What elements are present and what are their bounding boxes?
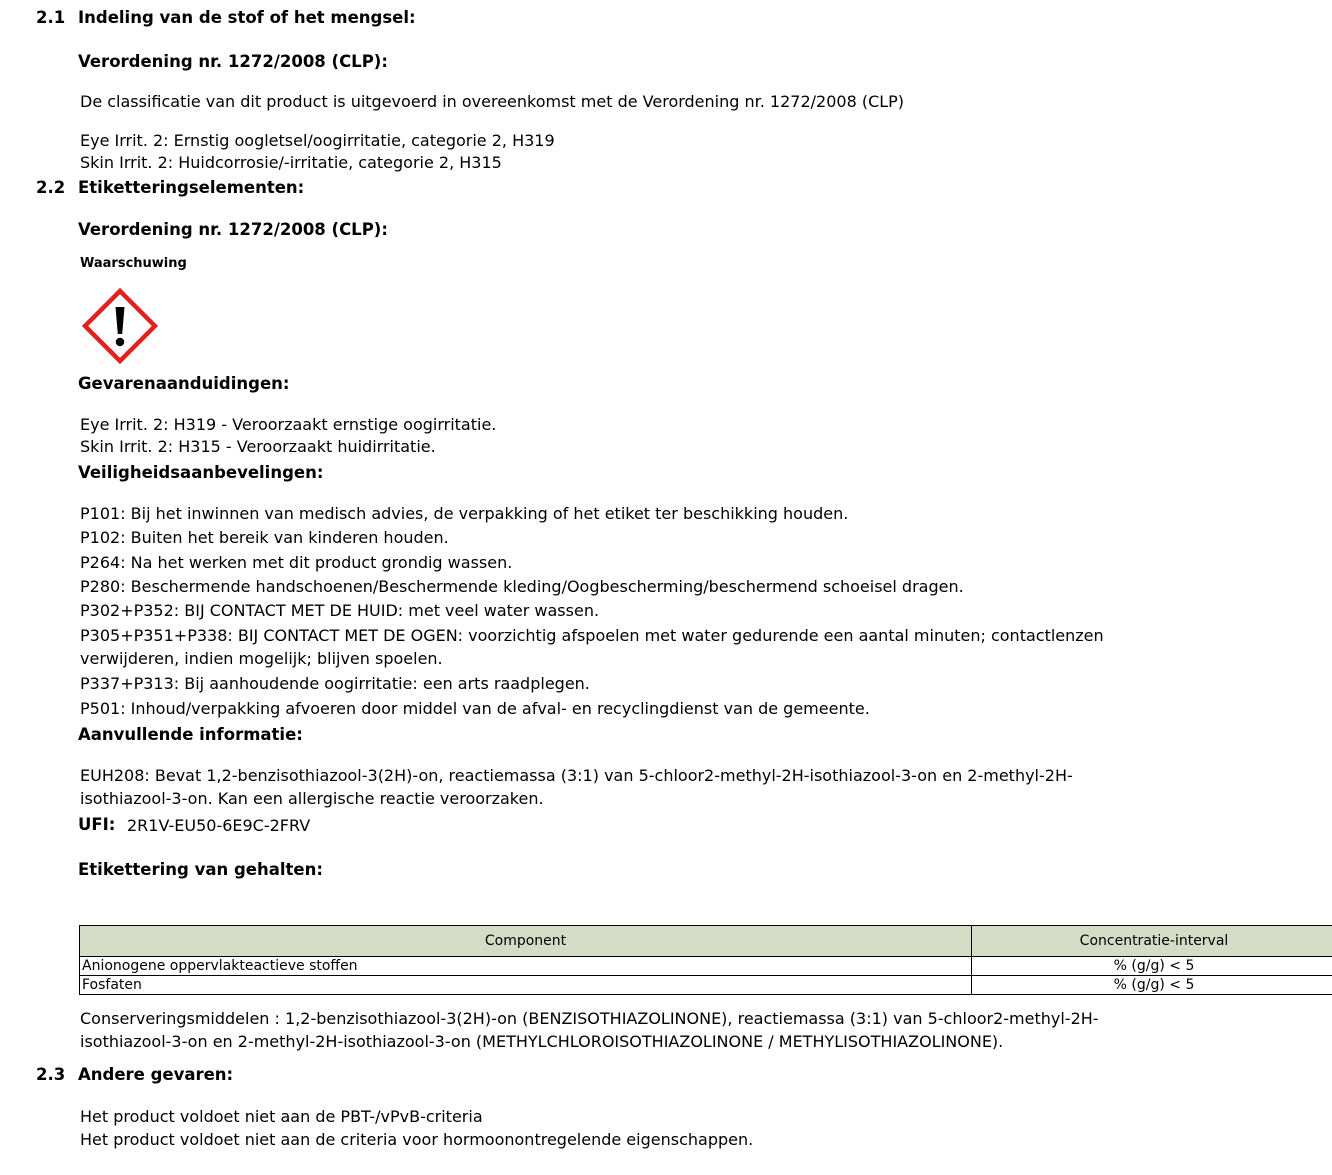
section-number-2-1: 2.1 [36,8,66,27]
other-hazards-line: Het product voldoet niet aan de PBT-/vPvB-criteria [80,1107,483,1126]
precautionary-statements-heading: Veiligheidsaanbevelingen: [78,463,324,482]
classification-line: Eye Irrit. 2: Ernstig oogletsel/oogirritatie, categorie 2, H319 [80,131,555,150]
column-header-concentration: Concentratie-interval [972,926,1332,957]
precautionary-statement: P337+P313: Bij aanhoudende oogirritatie: een arts raadplegen. [80,674,590,693]
precautionary-statement: P280: Beschermende handschoenen/Beschermende kleding/Oogbescherming/beschermend schoeisel dragen. [80,577,964,596]
precautionary-statement: P302+P352: BIJ CONTACT MET DE HUID: met veel water wassen. [80,601,600,620]
cell-component: Fosfaten [80,976,972,995]
table-row [80,976,1332,995]
classification-intro: De classificatie van dit product is uitgevoerd in overeenkomst met de Verordening nr. 1272/2008 (CLP) [80,92,905,111]
hazard-statements-heading: Gevarenaanduidingen: [78,374,290,393]
contents-labelling-heading: Etikettering van gehalten: [78,860,323,879]
precautionary-statement: P102: Buiten het bereik van kinderen houden. [80,528,449,547]
column-header-component: Component [80,926,972,957]
ghs07-exclamation-mark-icon [82,288,158,364]
classification-line: Skin Irrit. 2: Huidcorrosie/-irritatie, categorie 2, H315 [80,153,502,172]
section-number-2-3: 2.3 [36,1065,66,1084]
regulation-heading-2-1: Verordening nr. 1272/2008 (CLP): [78,52,388,71]
supplementary-info-line: isothiazool-3-on. Kan een allergische reactie veroorzaken. [80,789,544,808]
cell-concentration: % (g/g) < 5 [972,957,1332,976]
hazard-statement: Eye Irrit. 2: H319 - Veroorzaakt ernstige oogirritatie. [80,415,497,434]
section-title-2-2: Etiketteringselementen: [78,178,305,197]
precautionary-statement-continued: verwijderen, indien mogelijk; blijven spoelen. [80,649,443,668]
regulation-heading-2-2: Verordening nr. 1272/2008 (CLP): [78,220,388,239]
precautionary-statement: P305+P351+P338: BIJ CONTACT MET DE OGEN: voorzichtig afspoelen met water gedurende een aantal minuten; contactlenzen [80,626,1104,645]
section-title-2-1: Indeling van de stof of het mengsel: [78,8,416,27]
table-header-row [80,926,1332,957]
section-number-2-2: 2.2 [36,178,66,197]
ufi-label: UFI: [78,815,116,834]
supplementary-info-line: EUH208: Bevat 1,2-benzisothiazool-3(2H)-on, reactiemassa (3:1) van 5-chloor2-methyl-2H-isothiazool-3-on en 2-methyl-2H- [80,766,1073,785]
precautionary-statement: P501: Inhoud/verpakking afvoeren door middel van de afval- en recyclingdienst van de gemeente. [80,699,870,718]
hazard-statement: Skin Irrit. 2: H315 - Veroorzaakt huidirritatie. [80,437,436,456]
supplementary-info-heading: Aanvullende informatie: [78,725,303,744]
signal-word: Waarschuwing [80,256,187,271]
other-hazards-line: Het product voldoet niet aan de criteria voor hormoonontregelende eigenschappen. [80,1130,754,1149]
preservatives-line: isothiazool-3-on en 2-methyl-2H-isothiazool-3-on (METHYLCHLOROISOTHIAZOLINONE / METHYLISOTHIAZOLINONE). [80,1032,1004,1051]
precautionary-statement: P264: Na het werken met dit product grondig wassen. [80,553,513,572]
precautionary-statement: P101: Bij het inwinnen van medisch advies, de verpakking of het etiket ter beschikking houden. [80,504,849,523]
cell-component: Anionogene oppervlakteactieve stoffen [80,957,972,976]
preservatives-line: Conserveringsmiddelen : 1,2-benzisothiazool-3(2H)-on (BENZISOTHIAZOLINONE), reactiemassa (3:1) van 5-chloor2-methyl-2H- [80,1009,1099,1028]
contents-table [79,925,1332,995]
section-title-2-3: Andere gevaren: [78,1065,234,1084]
table-row [80,957,1332,976]
cell-concentration: % (g/g) < 5 [972,976,1332,995]
ufi-value: 2R1V-EU50-6E9C-2FRV [127,816,311,835]
